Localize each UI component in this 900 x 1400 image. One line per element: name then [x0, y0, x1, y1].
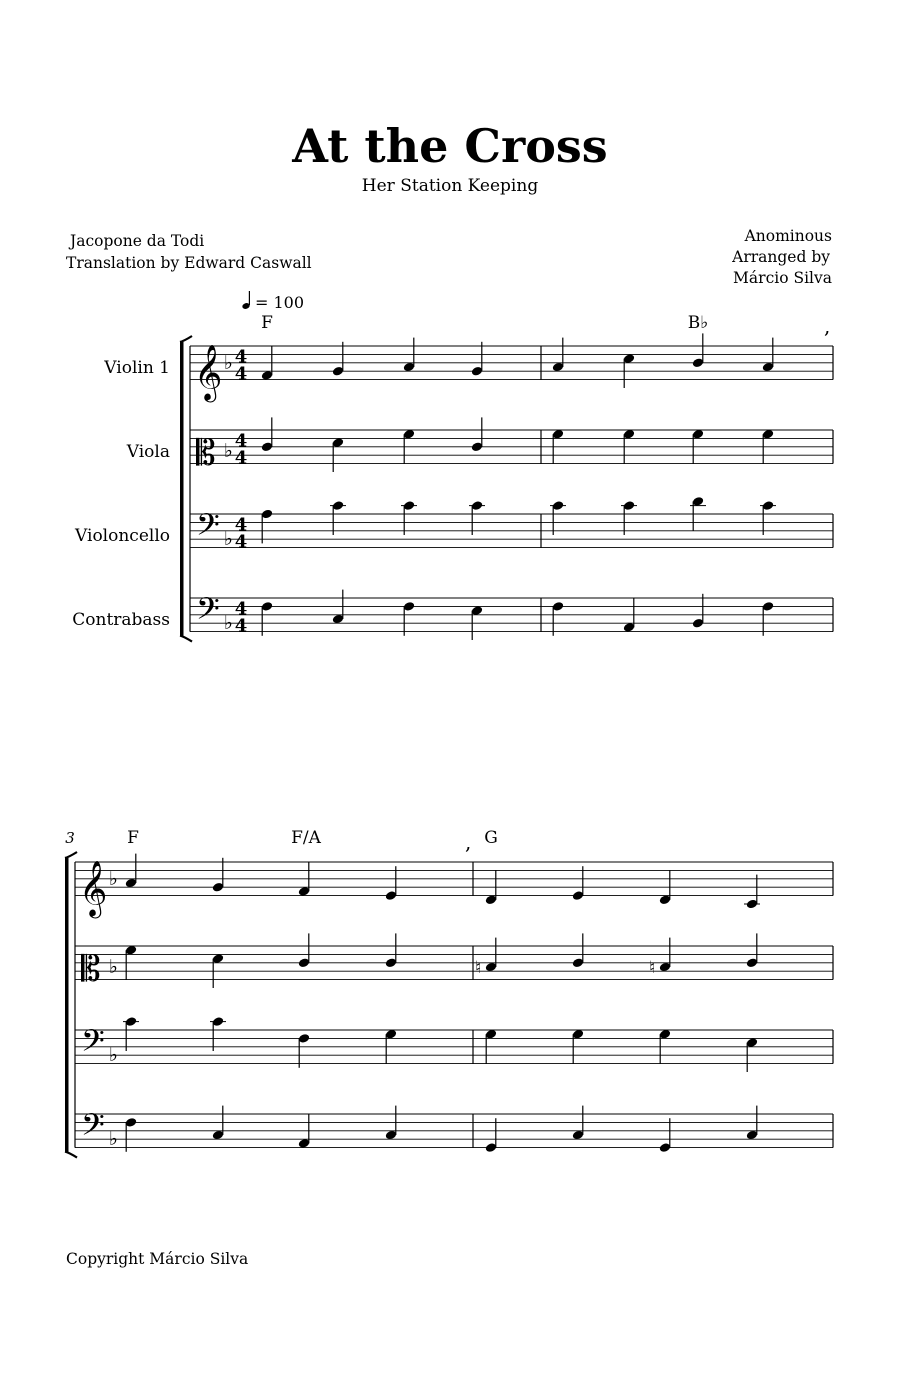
bass-clef-icon: 𝄢 — [196, 507, 220, 550]
staff — [190, 430, 833, 464]
time-signature-denominator: 4 — [234, 615, 248, 637]
treble-clef-icon: 𝄞 — [194, 344, 223, 401]
instrument-name-violin-1: Violin 1 — [104, 358, 170, 378]
bass-clef-icon: 𝄢 — [196, 591, 220, 634]
staff — [75, 946, 833, 980]
tempo-value: = 100 — [255, 293, 305, 312]
alto-clef-icon: 𝄡 — [81, 949, 101, 990]
system-bracket — [65, 1152, 77, 1158]
system-bracket — [180, 636, 192, 642]
key-signature-flat: ♭ — [109, 956, 118, 978]
chord-symbol-m3-beat3: F/A — [291, 828, 321, 848]
staff — [75, 862, 833, 896]
system-bracket — [180, 342, 184, 636]
time-signature-numerator: 4 — [234, 598, 248, 620]
translator-credit: Translation by Edward Caswall — [66, 254, 312, 272]
instrument-name-violoncello: Violoncello — [75, 526, 170, 546]
treble-clef-icon: 𝄞 — [79, 860, 108, 917]
system-bracket — [65, 852, 77, 858]
arranger-label: Arranged by — [732, 248, 830, 266]
music-notation — [65, 333, 833, 1157]
key-signature-flat: ♭ — [224, 528, 233, 551]
score-title: At the Cross — [292, 119, 608, 173]
key-signature-flat: ♭ — [224, 612, 233, 635]
alto-clef-icon: 𝄡 — [196, 433, 216, 474]
breath-mark-icon: , — [824, 314, 831, 338]
composer-name: Anominous — [744, 227, 832, 245]
tempo-marking — [241, 291, 304, 312]
natural-accidental: ♮ — [649, 958, 656, 978]
staff — [190, 598, 833, 635]
instrument-name-viola: Viola — [126, 442, 170, 462]
system-bracket — [65, 858, 69, 1152]
arranger-name: Márcio Silva — [733, 269, 832, 287]
key-signature-flat: ♭ — [224, 440, 233, 462]
time-signature-denominator: 4 — [234, 531, 248, 553]
copyright-notice: Copyright Márcio Silva — [66, 1250, 249, 1268]
bass-clef-icon: 𝄢 — [81, 1107, 105, 1150]
chord-symbol-m2: B♭ — [687, 313, 709, 333]
breath-mark-icon: , — [465, 830, 472, 854]
staff — [190, 346, 833, 380]
key-signature-flat: ♭ — [109, 1128, 118, 1151]
bass-clef-icon: 𝄢 — [81, 1023, 105, 1066]
staff — [75, 1030, 833, 1067]
key-signature-flat: ♭ — [109, 867, 118, 890]
key-signature-flat: ♭ — [224, 351, 233, 374]
score-subtitle: Her Station Keeping — [361, 176, 539, 196]
time-signature-numerator: 4 — [234, 514, 248, 536]
chord-symbol-m1: F — [261, 313, 273, 333]
system-bracket — [180, 336, 192, 342]
natural-accidental: ♮ — [475, 958, 482, 978]
staff — [75, 1114, 833, 1151]
poet-name: Jacopone da Todi — [70, 232, 205, 250]
instrument-name-contrabass: Contrabass — [72, 610, 170, 630]
time-signature-denominator: 4 — [234, 447, 248, 469]
staff — [190, 514, 833, 551]
measure-number: 3 — [65, 829, 75, 847]
chord-symbol-m4: G — [484, 828, 498, 848]
chord-symbol-m3-beat1: F — [127, 828, 139, 848]
time-signature-numerator: 4 — [234, 430, 248, 452]
time-signature-denominator: 4 — [234, 363, 248, 385]
time-signature-numerator: 4 — [234, 346, 248, 368]
key-signature-flat: ♭ — [109, 1044, 118, 1067]
